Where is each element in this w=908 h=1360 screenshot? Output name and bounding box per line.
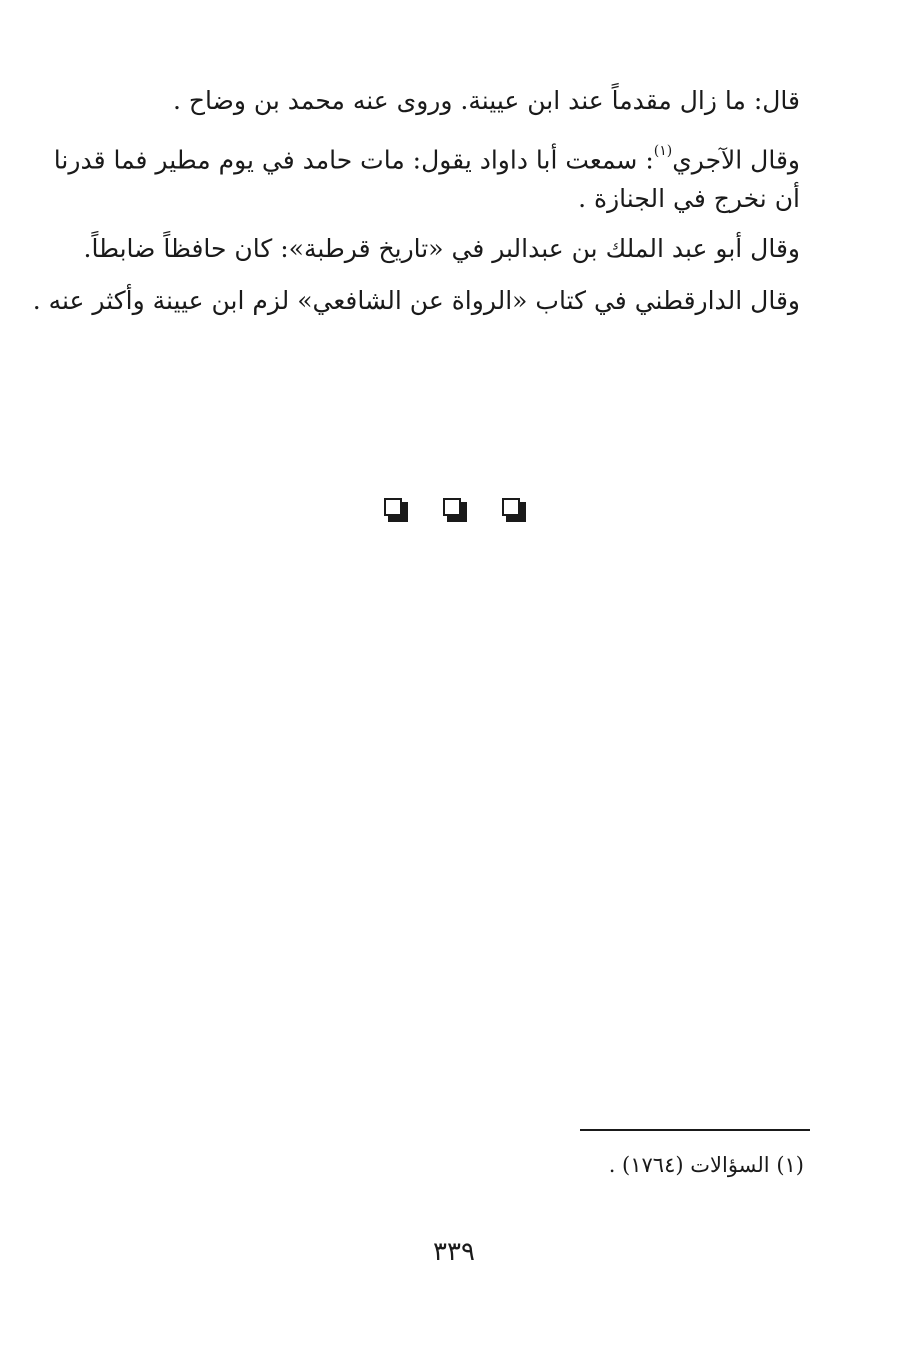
footnote-divider (580, 1129, 810, 1131)
box-ornament-icon (502, 498, 524, 520)
section-separator-ornament (384, 498, 524, 524)
footnote: (١) السؤالات (١٧٦٤) . (608, 1153, 804, 1177)
body-line-5: وقال الدارقطني في كتاب «الرواة عن الشافعي» لزم ابن عيينة وأكثر عنه . (32, 286, 800, 315)
body-line-2 (53, 138, 800, 177)
body-line-1: قال: ما زال مقدماً عند ابن عيينة. وروى عنه محمد بن وضاح . (172, 86, 800, 115)
body-line-2-end: : سمعت أبا داواد يقول: مات حامد في يوم مطير فما قدرنا (53, 145, 654, 175)
footnote-reference: (١) (653, 143, 673, 159)
page-number: ٣٣٩ (433, 1237, 475, 1267)
body-line-4: وقال أبو عبد الملك بن عبدالبر في «تاريخ قرطبة»: كان حافظاً ضابطاً. (83, 234, 800, 263)
box-ornament-icon (384, 498, 406, 520)
body-line-3: أن نخرج في الجنازة . (578, 184, 800, 213)
body-line-2-start: وقال الآجري (672, 145, 800, 175)
box-ornament-icon (443, 498, 465, 520)
